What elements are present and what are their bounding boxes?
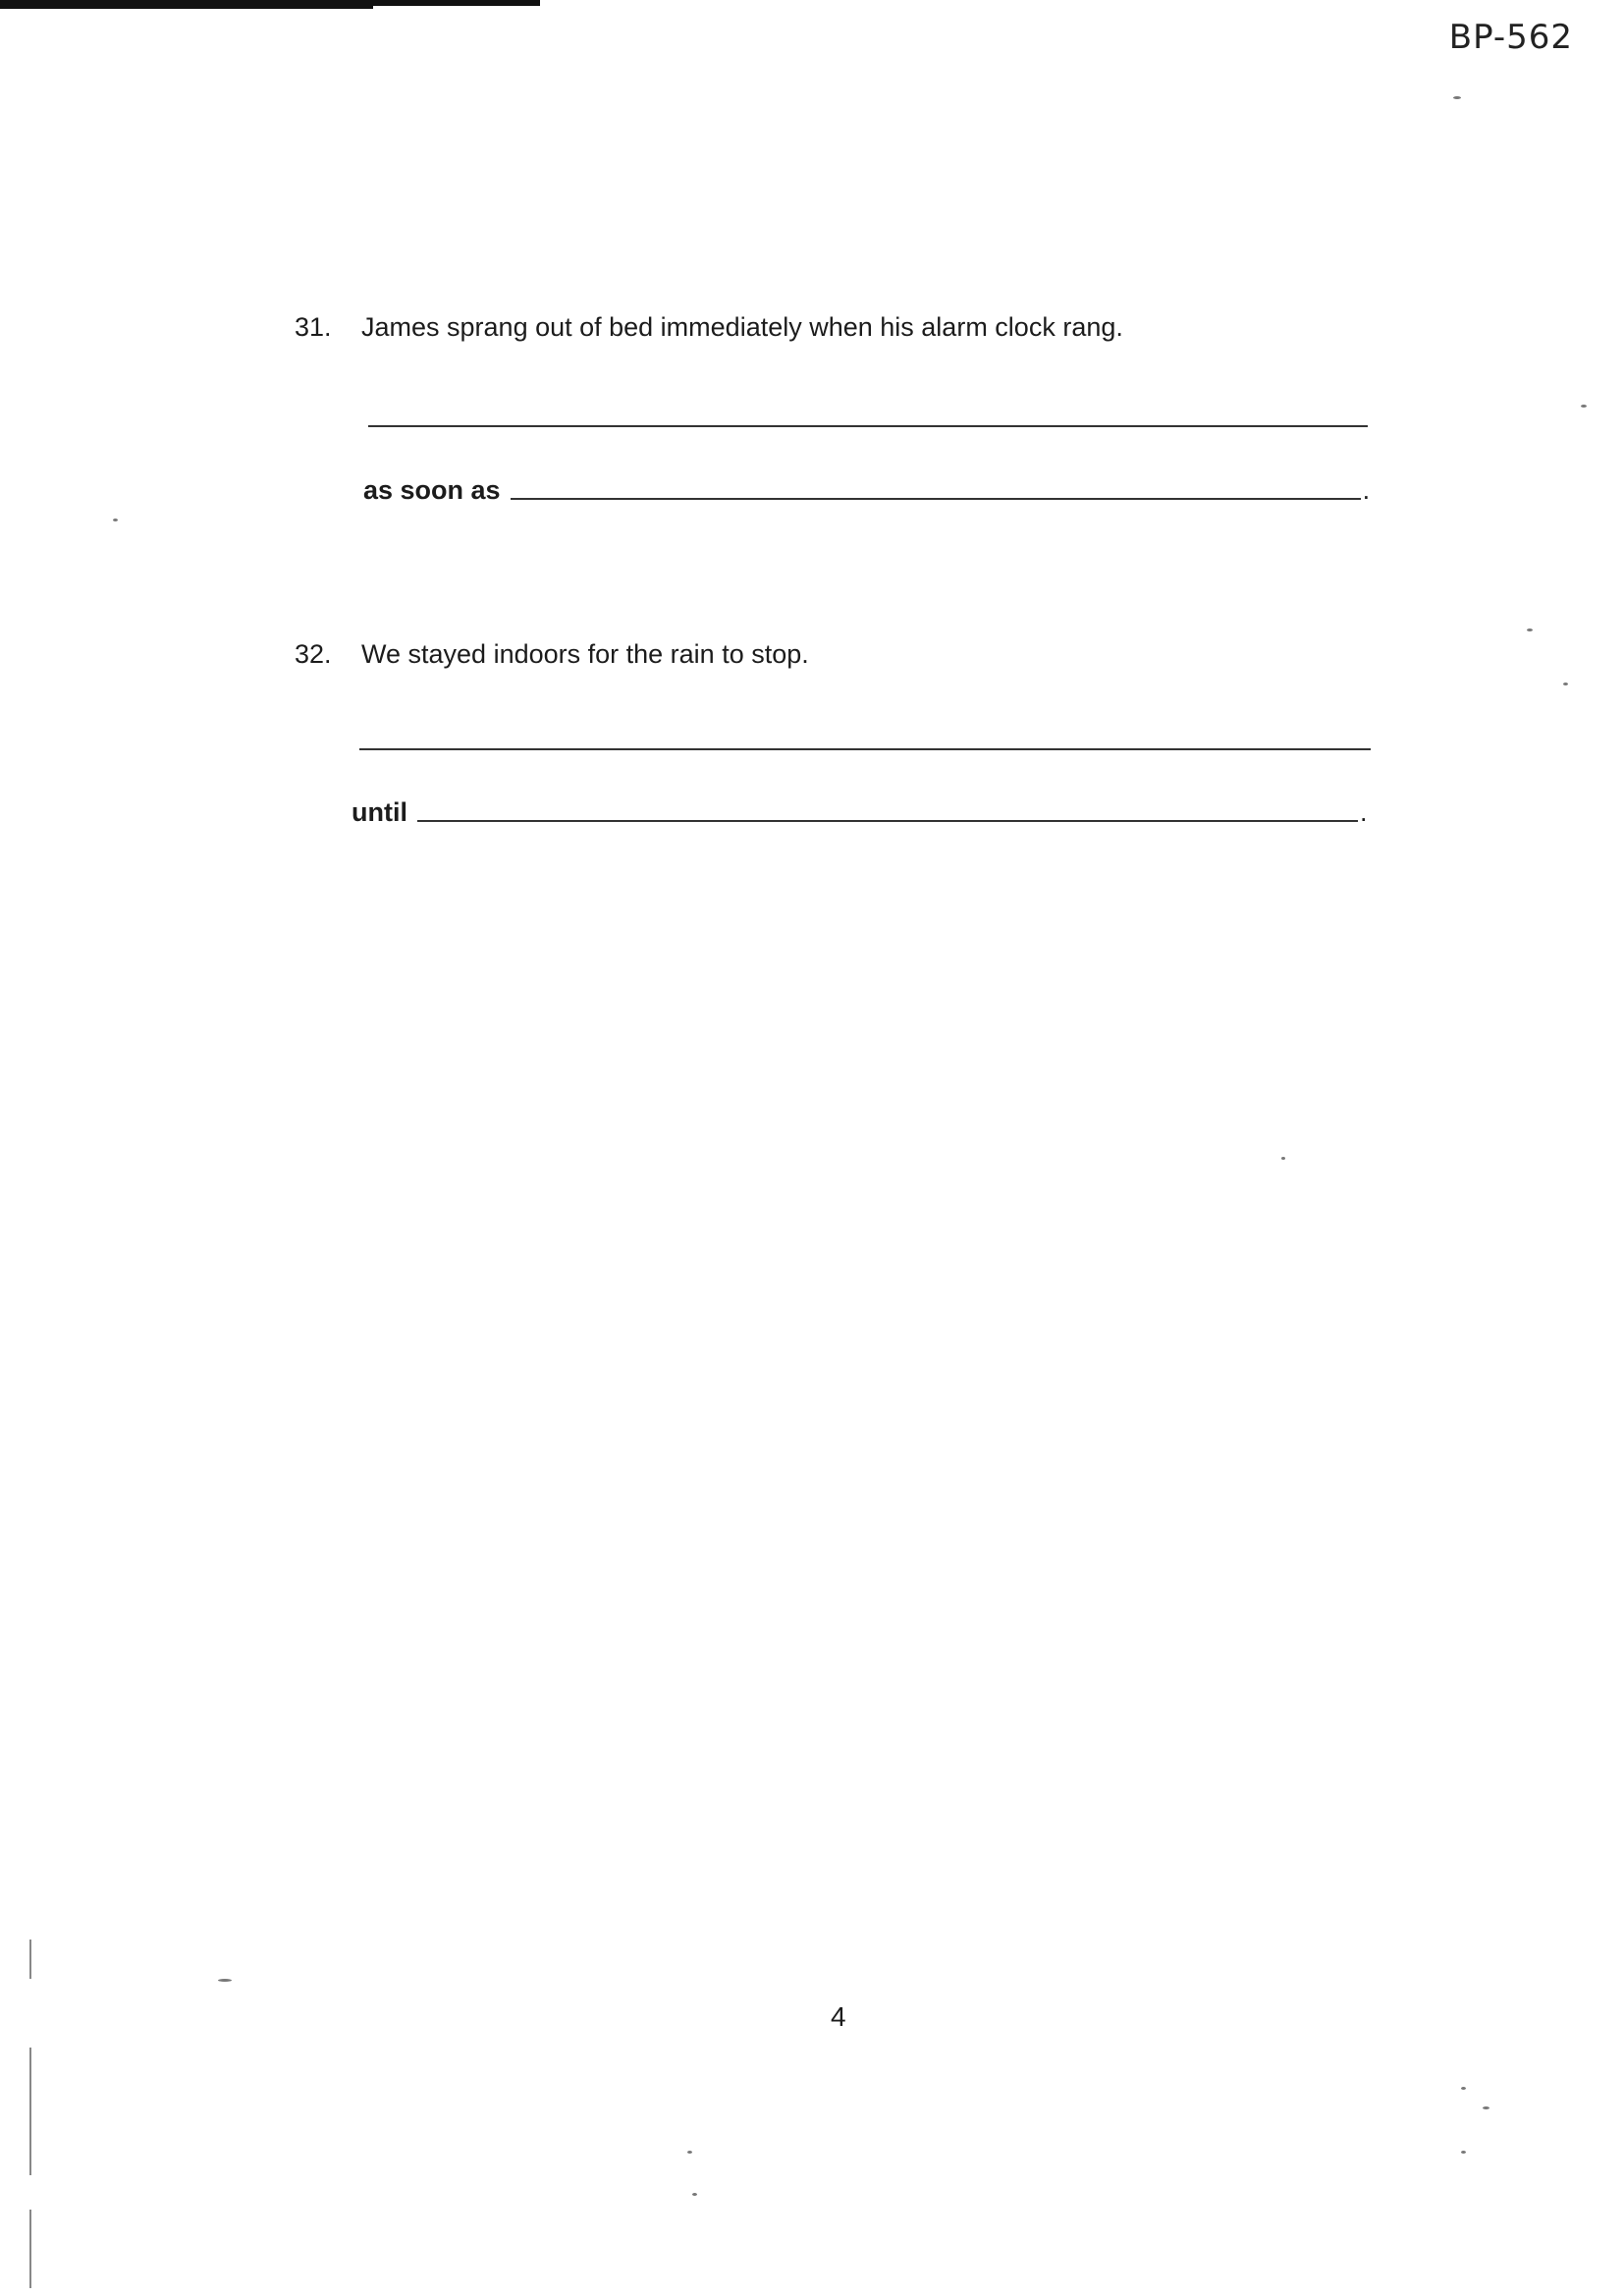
question-text: We stayed indoors for the rain to stop. bbox=[361, 639, 809, 669]
top-rule bbox=[0, 0, 540, 6]
scan-speck bbox=[218, 1979, 232, 1982]
connector-word: until bbox=[352, 797, 407, 827]
scan-speck bbox=[687, 2151, 692, 2154]
scan-speck bbox=[1461, 2087, 1466, 2090]
question-32 bbox=[295, 639, 809, 670]
scan-speck bbox=[1281, 1157, 1285, 1160]
scan-speck bbox=[113, 519, 118, 521]
scan-speck bbox=[1461, 2151, 1466, 2154]
question-number: 31. bbox=[295, 312, 332, 342]
paper-code: BP-562 bbox=[1448, 18, 1573, 57]
answer-line-31[interactable] bbox=[368, 425, 1368, 427]
question-text: James sprang out of bed immediately when his alarm clock rang. bbox=[361, 312, 1123, 342]
question-number: 32. bbox=[295, 639, 332, 669]
question-31 bbox=[295, 312, 1123, 343]
scan-margin-mark bbox=[29, 2048, 31, 2175]
answer-blank-31[interactable] bbox=[511, 498, 1361, 500]
answer-row-32 bbox=[352, 797, 1368, 828]
period: . bbox=[1359, 797, 1368, 827]
scan-speck bbox=[1453, 96, 1461, 99]
scan-margin-mark bbox=[29, 2210, 31, 2288]
answer-row-31 bbox=[363, 475, 1370, 506]
scan-speck bbox=[1581, 405, 1587, 408]
page-number: 4 bbox=[831, 2001, 846, 2032]
scan-speck bbox=[1483, 2106, 1489, 2109]
answer-line-32[interactable] bbox=[359, 748, 1371, 750]
scan-speck bbox=[1563, 683, 1568, 685]
scan-margin-mark bbox=[29, 1940, 31, 1979]
answer-blank-32[interactable] bbox=[417, 820, 1358, 822]
connector-word: as soon as bbox=[363, 475, 501, 505]
scan-speck bbox=[1527, 629, 1533, 631]
scan-speck bbox=[692, 2193, 697, 2196]
period: . bbox=[1362, 475, 1371, 505]
